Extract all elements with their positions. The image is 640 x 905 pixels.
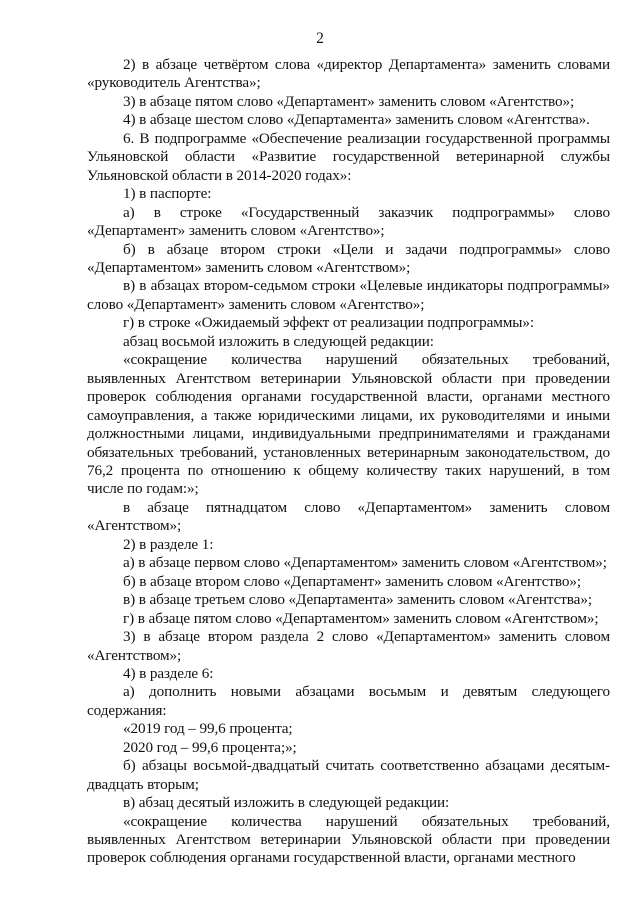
paragraph: а) в абзаце первом слово «Департаментом» заменить словом «Агентством»;: [123, 554, 607, 572]
paragraph: б) в абзаце втором слово «Департамент» заменить словом «Агентство»;: [123, 572, 581, 590]
paragraph: «сокращение количества нарушений обязательных требований, выявленных Агентством ветеринарии Ульяновской области при проведении проверок соблюдения органами государственной власти, органами местного самоуправления, а также юридическими лицами, их руководителями и иными должностными лицами, индивидуальными предпринимателями и гражданами обязательных требований, установленных ветеринарным законодательством, до 76,2 процента по отношению к общему количеству таких нарушений, в том числе по годам:»;: [87, 351, 610, 498]
paragraph: 3) в абзаце пятом слово «Департамент» заменить словом «Агентство»;: [123, 92, 575, 110]
paragraph: в) абзац десятый изложить в следующей редакции:: [123, 794, 450, 812]
paragraph: «2019 год – 99,6 процента;: [123, 720, 293, 738]
paragraph: «сокращение количества нарушений обязательных требований, выявленных Агентством ветеринарии Ульяновской области при проведении проверок соблюдения органами государственной власти, органами местного: [87, 812, 610, 867]
paragraph: а) в строке «Государственный заказчик подпрограммы» слово «Департамент» заменить словом «Агентство»;: [87, 203, 610, 240]
paragraph: 2020 год – 99,6 процента;»;: [123, 738, 297, 756]
paragraph: в) в абзаце третьем слово «Департамента» заменить словом «Агентства»;: [123, 591, 592, 609]
paragraph: а) дополнить новыми абзацами восьмым и девятым следующего содержания:: [87, 683, 610, 719]
paragraph: 4) в абзаце шестом слово «Департамента» заменить словом «Агентства».: [123, 111, 590, 129]
paragraph: 1) в паспорте:: [123, 185, 212, 203]
document-body: [87, 56, 610, 868]
paragraph: 6. В подпрограмме «Обеспечение реализации государственной программы Ульяновской области «Развитие государственной ветеринарной службы Ульяновской области в 2014-2020 годах»:: [87, 129, 610, 184]
paragraph: 2) в разделе 1:: [123, 535, 214, 553]
paragraph: 4) в разделе 6:: [123, 664, 214, 682]
paragraph: в) в абзацах втором-седьмом строки «Целевые индикаторы подпрограммы» слово «Департамент» заменить словом «Агентство»;: [87, 277, 610, 313]
paragraph: абзац восьмой изложить в следующей редакции:: [123, 332, 434, 350]
paragraph: б) абзацы восьмой-двадцатый считать соответственно абзацами десятым-двадцать вторым;: [87, 757, 610, 793]
paragraph: г) в строке «Ожидаемый эффект от реализации подпрограммы»:: [123, 314, 535, 332]
paragraph: 3) в абзаце втором раздела 2 слово «Департаментом» заменить словом «Агентством»;: [87, 628, 610, 664]
paragraph: в абзаце пятнадцатом слово «Департаментом» заменить словом «Агентством»;: [87, 498, 610, 535]
paragraph: б) в абзаце втором строки «Цели и задачи подпрограммы» слово «Департаментом» заменить словом «Агентством»;: [87, 240, 610, 276]
paragraph: г) в абзаце пятом слово «Департаментом» заменить словом «Агентством»;: [123, 609, 599, 627]
page-number: 2: [316, 30, 324, 47]
paragraph: 2) в абзаце четвёртом слова «директор Департамента» заменить словами «руководитель Агентства»;: [87, 56, 610, 92]
